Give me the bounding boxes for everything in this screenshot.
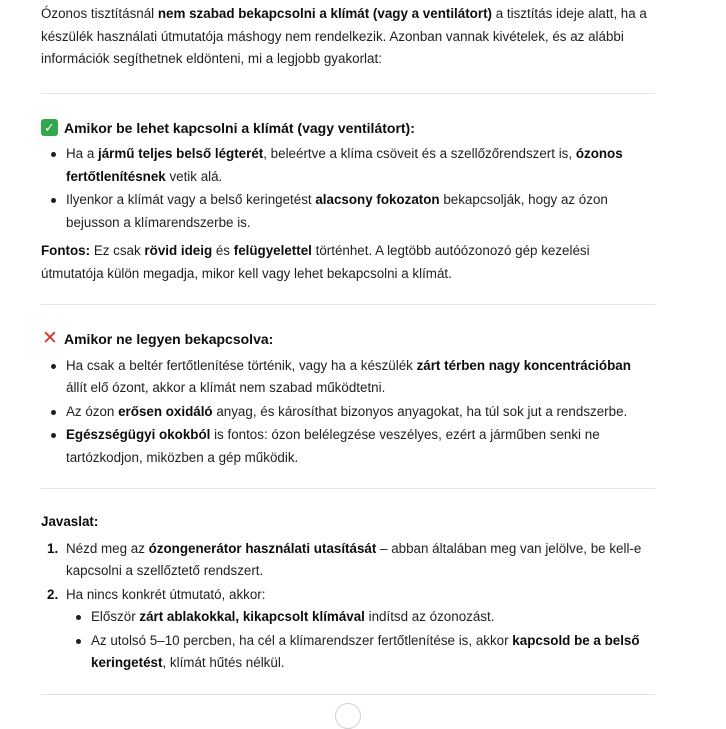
divider bbox=[41, 304, 655, 305]
text: anyag, és károsíthat bizonyos anyagokat, ha túl sok jut a rendszerbe. bbox=[212, 403, 628, 419]
important-note bbox=[41, 240, 655, 285]
divider bbox=[41, 694, 655, 695]
message-content bbox=[41, 3, 655, 695]
scroll-down-button[interactable] bbox=[335, 703, 361, 729]
sub-list-item bbox=[91, 606, 655, 629]
bold-text: kapcsold be a belső keringetést bbox=[91, 632, 640, 670]
list-item bbox=[66, 355, 655, 400]
text: állít elő ózont, akkor a klímát nem szabad működtetni. bbox=[66, 380, 386, 395]
section-heading-forbidden bbox=[41, 328, 655, 351]
list-item bbox=[66, 143, 655, 188]
text: – abban általában meg van jelölve, be kell-e kapcsolni a szellőztető rendszert. bbox=[66, 540, 642, 578]
allowed-list bbox=[41, 143, 655, 234]
list-number: 2. bbox=[47, 586, 59, 602]
divider bbox=[41, 93, 655, 94]
text: vetik alá. bbox=[165, 168, 223, 184]
text: , klímát hűtés nélkül. bbox=[162, 655, 285, 670]
bold-text: ózonos fertőtlenítésnek bbox=[66, 146, 623, 184]
text: a tisztítás ideje alatt, ha a készülék használati útmutatója máshogy nem rendelkezik. Azonban vannak kivételek, és az alábbi információk segíthetnek eldönteni, mi a legjobb gyakorlat: bbox=[41, 6, 647, 66]
list-item bbox=[47, 584, 655, 675]
text: Ha nincs konkrét útmutató, akkor: bbox=[66, 586, 266, 602]
text: Ha a bbox=[66, 146, 99, 161]
text: indítsd az ózonozást. bbox=[364, 609, 495, 624]
text: Ez csak bbox=[90, 243, 145, 258]
text: Ha csak a beltér fertőtlenítése történik, vagy ha a készülék bbox=[66, 357, 417, 373]
bold-text: nem szabad bekapcsolni a klímát (vagy a ventilátort) bbox=[157, 6, 492, 21]
divider bbox=[41, 488, 655, 489]
text: Először bbox=[91, 609, 140, 624]
section-title: Amikor ne legyen bekapcsolva: bbox=[64, 331, 274, 347]
bold-text: rövid ideig bbox=[144, 243, 213, 258]
bold-text: erősen oxidáló bbox=[118, 403, 213, 419]
text: és bbox=[212, 243, 234, 258]
bold-text: alacsony fokozaton bbox=[315, 192, 440, 207]
list-item bbox=[47, 538, 655, 583]
text: Az ózon bbox=[66, 403, 119, 419]
text: Ilyenkor a klímát vagy a belső keringetést bbox=[66, 192, 316, 207]
bold-text: Fontos: bbox=[41, 243, 91, 258]
list-number: 1. bbox=[47, 540, 59, 556]
text: Nézd meg az bbox=[66, 540, 149, 556]
section-title: Amikor be lehet kapcsolni a klímát (vagy ventilátort): bbox=[64, 119, 415, 136]
text: , beleértve a klíma csöveit és a szellőzőrendszert is, bbox=[263, 146, 576, 161]
bold-text: Egészségügyi okokból bbox=[66, 427, 211, 442]
bold-text: zárt térben nagy koncentrációban bbox=[416, 357, 631, 373]
section-heading-allowed bbox=[41, 117, 655, 140]
recommendation-title: Javaslat: bbox=[41, 514, 99, 529]
text: Az utolsó 5–10 percben, ha cél a klímarendszer fertőtlenítése is, akkor bbox=[91, 632, 513, 648]
check-mark-icon: ✓ bbox=[41, 119, 58, 136]
bold-text: ózongenerátor használati utasítását bbox=[148, 540, 377, 556]
text: bekapcsolják, hogy az ózon bejusson a klímarendszerbe is. bbox=[66, 192, 608, 230]
sub-list-item bbox=[91, 630, 655, 675]
bold-text: zárt ablakokkal, kikapcsolt klímával bbox=[139, 609, 365, 624]
intro-paragraph bbox=[41, 3, 655, 71]
cross-mark-icon: ✕ bbox=[42, 328, 58, 350]
forbidden-list bbox=[41, 355, 655, 470]
sub-list bbox=[66, 606, 655, 675]
bold-text: jármű teljes belső légterét bbox=[98, 146, 264, 161]
text: is fontos: ózon belélegzése veszélyes, ezért a járműben senki ne tartózkodjon, miközben a gép működik. bbox=[66, 427, 600, 465]
bold-text: felügyelettel bbox=[233, 243, 312, 258]
recommendation-list bbox=[41, 538, 655, 675]
list-item bbox=[66, 424, 655, 469]
list-item bbox=[66, 189, 655, 234]
list-item bbox=[66, 401, 655, 424]
text: történhet. A legtöbb autóózonozó gép kezelési útmutatója külön megadja, mikor kell vagy lehet bekapcsolni a klímát. bbox=[41, 243, 590, 281]
text: Ózonos tisztításnál bbox=[41, 6, 158, 21]
